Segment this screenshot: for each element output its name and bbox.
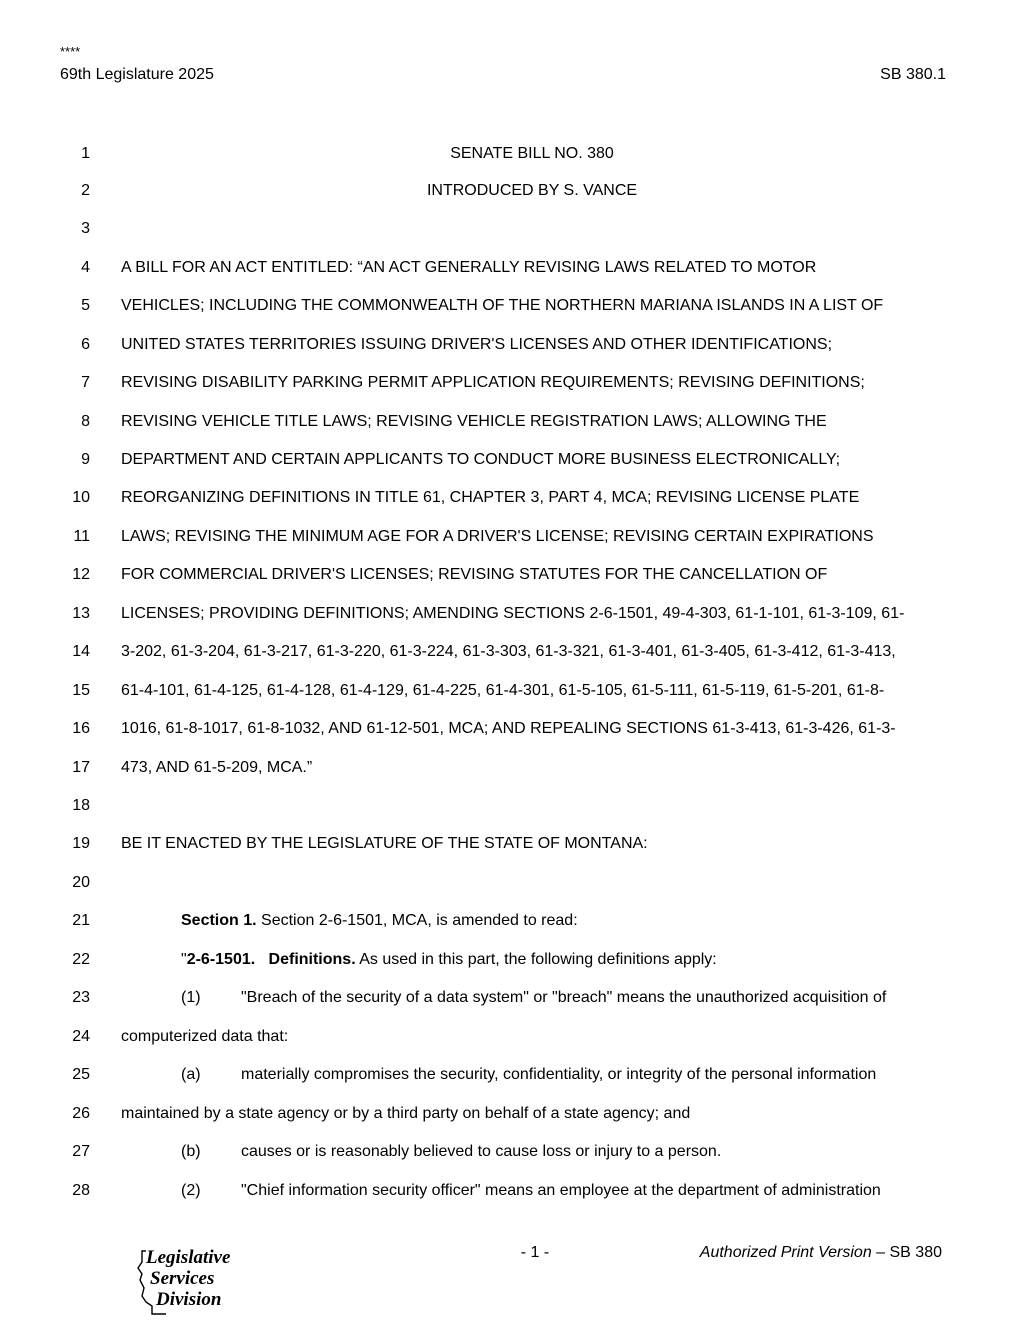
line-number: 1 bbox=[81, 145, 90, 162]
line-number: 6 bbox=[81, 336, 90, 353]
line-21 bbox=[0, 909, 1024, 933]
line-12 bbox=[0, 563, 1024, 587]
section-heading bbox=[181, 909, 578, 933]
line-number: 19 bbox=[72, 835, 90, 852]
line-number: 25 bbox=[72, 1066, 90, 1083]
subsection-label: (1) bbox=[181, 989, 201, 1006]
line-number: 13 bbox=[72, 605, 90, 622]
line-text: 473, AND 61-5-209, MCA.” bbox=[121, 759, 313, 776]
line-20 bbox=[0, 871, 1024, 895]
line-number: 14 bbox=[72, 643, 90, 660]
line-27 bbox=[0, 1140, 1024, 1164]
line-text: DEPARTMENT AND CERTAIN APPLICANTS TO CONDUCT MORE BUSINESS ELECTRONICALLY; bbox=[121, 451, 841, 468]
line-number: 12 bbox=[72, 566, 90, 583]
line-22 bbox=[0, 948, 1024, 972]
line-23 bbox=[0, 986, 1024, 1010]
line-number: 2 bbox=[81, 182, 90, 199]
line-1 bbox=[0, 142, 1024, 166]
line-17 bbox=[0, 756, 1024, 780]
line-number: 18 bbox=[72, 797, 90, 814]
line-18 bbox=[0, 794, 1024, 818]
line-25 bbox=[0, 1063, 1024, 1087]
subsection-label: (b) bbox=[181, 1143, 201, 1160]
line-16 bbox=[0, 717, 1024, 741]
line-number: 8 bbox=[81, 413, 90, 430]
authorized-print-version bbox=[700, 1244, 942, 1262]
line-text: computerized data that: bbox=[121, 1028, 289, 1045]
page-number: - 1 - bbox=[520, 1244, 550, 1261]
subsection-label: (2) bbox=[181, 1182, 201, 1199]
statute-number: 2-6-1501. bbox=[186, 951, 256, 968]
logo-line-1: Legislative bbox=[146, 1247, 231, 1268]
line-2 bbox=[0, 179, 1024, 203]
legislative-services-logo bbox=[132, 1248, 252, 1318]
line-number: 11 bbox=[73, 528, 90, 545]
line-number: 20 bbox=[72, 874, 90, 891]
bill-title: SENATE BILL NO. 380 bbox=[450, 145, 614, 162]
line-number: 9 bbox=[81, 451, 90, 468]
line-number: 24 bbox=[72, 1028, 90, 1045]
line-number: 3 bbox=[81, 220, 90, 237]
line-number: 10 bbox=[72, 489, 90, 506]
line-number: 28 bbox=[72, 1182, 90, 1199]
statute-title: Definitions. bbox=[268, 951, 356, 968]
line-7 bbox=[0, 371, 1024, 395]
line-28 bbox=[0, 1179, 1024, 1203]
line-13 bbox=[0, 602, 1024, 626]
line-number: 22 bbox=[72, 951, 90, 968]
line-number: 16 bbox=[72, 720, 90, 737]
line-number: 23 bbox=[72, 989, 90, 1006]
line-text: UNITED STATES TERRITORIES ISSUING DRIVER'S LICENSES AND OTHER IDENTIFICATIONS; bbox=[121, 336, 833, 353]
logo-line-3: Division bbox=[156, 1289, 222, 1310]
authorized-bill: – SB 380 bbox=[871, 1244, 942, 1261]
line-text: maintained by a state agency or by a third party on behalf of a state agency; and bbox=[121, 1105, 691, 1122]
statute-intro: As used in this part, the following definitions apply: bbox=[355, 951, 717, 968]
line-text: VEHICLES; INCLUDING THE COMMONWEALTH OF THE NORTHERN MARIANA ISLANDS IN A LIST OF bbox=[121, 297, 884, 314]
line-number: 26 bbox=[72, 1105, 90, 1122]
line-text: "Breach of the security of a data system" or "breach" means the unauthorized acquisition of bbox=[241, 989, 887, 1006]
line-text: REVISING DISABILITY PARKING PERMIT APPLICATION REQUIREMENTS; REVISING DEFINITIONS; bbox=[121, 374, 865, 391]
line-text: A BILL FOR AN ACT ENTITLED: “AN ACT GENERALLY REVISING LAWS RELATED TO MOTOR bbox=[121, 259, 817, 276]
authorized-label: Authorized Print Version bbox=[699, 1244, 872, 1261]
line-number: 4 bbox=[81, 259, 90, 276]
line-text: FOR COMMERCIAL DRIVER'S LICENSES; REVISING STATUTES FOR THE CANCELLATION OF bbox=[121, 566, 828, 583]
line-number: 21 bbox=[72, 912, 90, 929]
line-10 bbox=[0, 486, 1024, 510]
line-4 bbox=[0, 256, 1024, 280]
header-stars: **** bbox=[60, 44, 81, 59]
line-24 bbox=[0, 1025, 1024, 1049]
line-14 bbox=[0, 640, 1024, 664]
line-text: REORGANIZING DEFINITIONS IN TITLE 61, CHAPTER 3, PART 4, MCA; REVISING LICENSE PLATE bbox=[121, 489, 860, 506]
line-number: 17 bbox=[72, 759, 90, 776]
line-11 bbox=[0, 525, 1024, 549]
line-26 bbox=[0, 1102, 1024, 1126]
enacting-clause: BE IT ENACTED BY THE LEGISLATURE OF THE STATE OF MONTANA: bbox=[121, 835, 648, 852]
statute-heading bbox=[181, 948, 717, 972]
line-text: REVISING VEHICLE TITLE LAWS; REVISING VEHICLE REGISTRATION LAWS; ALLOWING THE bbox=[121, 413, 827, 430]
line-text: 1016, 61-8-1017, 61-8-1032, AND 61-12-501, MCA; AND REPEALING SECTIONS 61-3-413, 61-3-426, 61-3- bbox=[121, 720, 896, 737]
line-15 bbox=[0, 679, 1024, 703]
line-number: 7 bbox=[81, 374, 90, 391]
logo-line-2: Services bbox=[150, 1268, 215, 1289]
bill-identifier: SB 380.1 bbox=[880, 66, 946, 83]
line-text: 3-202, 61-3-204, 61-3-217, 61-3-220, 61-3-224, 61-3-303, 61-3-321, 61-3-401, 61-3-405, 61-3-412, 61-3-413, bbox=[121, 643, 896, 660]
line-number: 15 bbox=[72, 682, 90, 699]
section-number: Section 1. bbox=[181, 912, 257, 929]
line-19 bbox=[0, 832, 1024, 856]
legislature-session: 69th Legislature 2025 bbox=[60, 66, 214, 83]
line-3 bbox=[0, 217, 1024, 241]
line-text: causes or is reasonably believed to cause loss or injury to a person. bbox=[241, 1143, 722, 1160]
line-9 bbox=[0, 448, 1024, 472]
line-text: LICENSES; PROVIDING DEFINITIONS; AMENDING SECTIONS 2-6-1501, 49-4-303, 61-1-101, 61-3-109, 61- bbox=[121, 605, 905, 622]
line-6 bbox=[0, 333, 1024, 357]
line-text: LAWS; REVISING THE MINIMUM AGE FOR A DRIVER'S LICENSE; REVISING CERTAIN EXPIRATIONS bbox=[121, 528, 874, 545]
section-text: Section 2-6-1501, MCA, is amended to read: bbox=[256, 912, 578, 929]
line-text: "Chief information security officer" means an employee at the department of administration bbox=[241, 1182, 881, 1199]
subsection-label: (a) bbox=[181, 1066, 201, 1083]
line-5 bbox=[0, 294, 1024, 318]
line-8 bbox=[0, 410, 1024, 434]
open-quote: " bbox=[181, 951, 187, 968]
line-text: materially compromises the security, confidentiality, or integrity of the personal information bbox=[241, 1066, 877, 1083]
line-number: 27 bbox=[72, 1143, 90, 1160]
line-text: 61-4-101, 61-4-125, 61-4-128, 61-4-129, 61-4-225, 61-4-301, 61-5-105, 61-5-111, 61-5-119, 61-5-201, 61-8- bbox=[121, 682, 885, 699]
line-number: 5 bbox=[81, 297, 90, 314]
bill-sponsor: INTRODUCED BY S. VANCE bbox=[426, 182, 638, 199]
